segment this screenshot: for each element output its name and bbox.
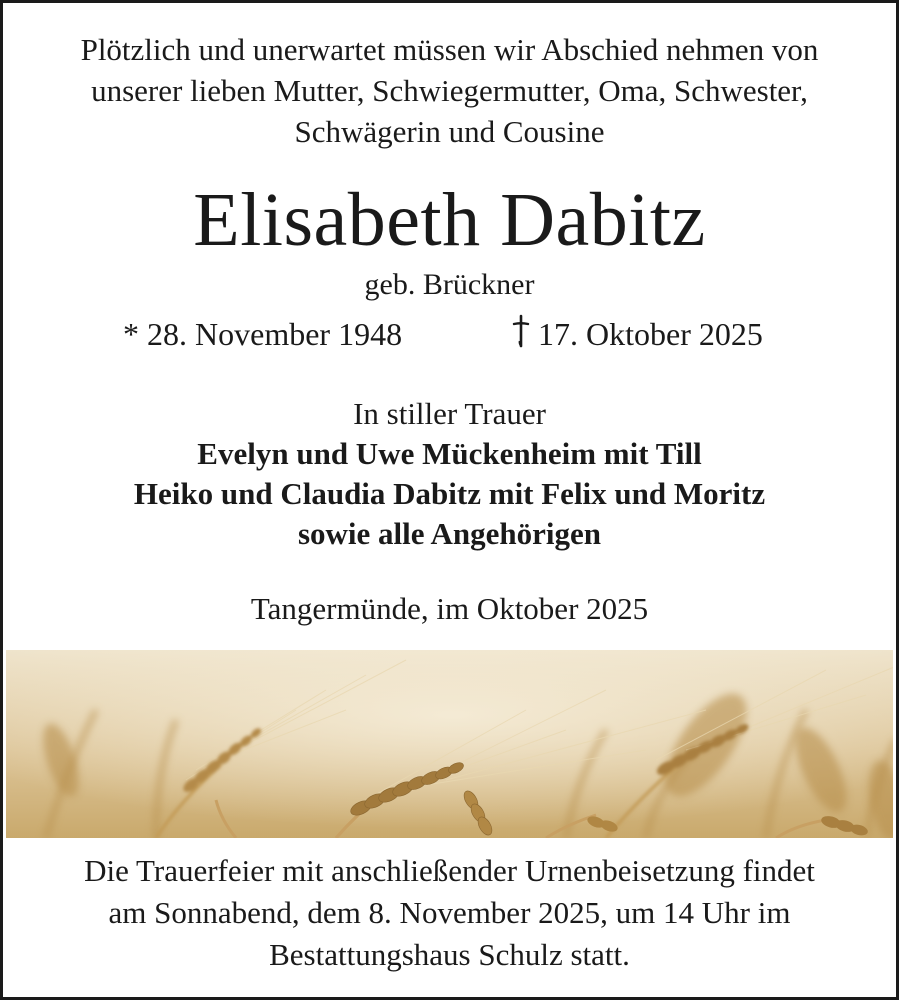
birth-date: * 28. November 1948 bbox=[123, 316, 403, 352]
mourner-line: Heiko und Claudia Dabitz mit Felix und Moritz bbox=[133, 476, 766, 511]
intro-line: Plötzlich und unerwartet müssen wir Abschied nehmen von bbox=[80, 32, 819, 67]
death-date: 17. Oktober 2025 bbox=[538, 316, 763, 352]
deceased-name: Elisabeth Dabitz bbox=[193, 178, 706, 262]
mourners-block bbox=[3, 394, 896, 554]
intro-line: Schwägerin und Cousine bbox=[294, 114, 605, 149]
mourner-line: sowie alle Angehörigen bbox=[297, 516, 602, 551]
mourning-heading: In stiller Trauer bbox=[353, 396, 546, 431]
intro-text bbox=[3, 29, 896, 152]
death-date-group bbox=[508, 312, 763, 356]
funeral-service-info bbox=[3, 850, 896, 976]
cross-icon bbox=[508, 314, 534, 348]
service-line: Die Trauerfeier mit anschließender Urnenbeisetzung findet bbox=[84, 853, 815, 888]
wheat-field-illustration bbox=[6, 650, 893, 838]
place-and-date: Tangermünde, im Oktober 2025 bbox=[250, 591, 649, 626]
wheat-field-image bbox=[6, 650, 893, 838]
mourner-line: Evelyn und Uwe Mückenheim mit Till bbox=[197, 436, 702, 471]
maiden-name: geb. Brückner bbox=[364, 268, 535, 301]
intro-line: unserer lieben Mutter, Schwiegermutter, Oma, Schwester, bbox=[91, 73, 808, 108]
life-dates bbox=[3, 312, 896, 356]
service-line: Bestattungshaus Schulz statt. bbox=[269, 937, 630, 972]
service-line: am Sonnabend, dem 8. November 2025, um 14 Uhr im bbox=[108, 895, 791, 930]
